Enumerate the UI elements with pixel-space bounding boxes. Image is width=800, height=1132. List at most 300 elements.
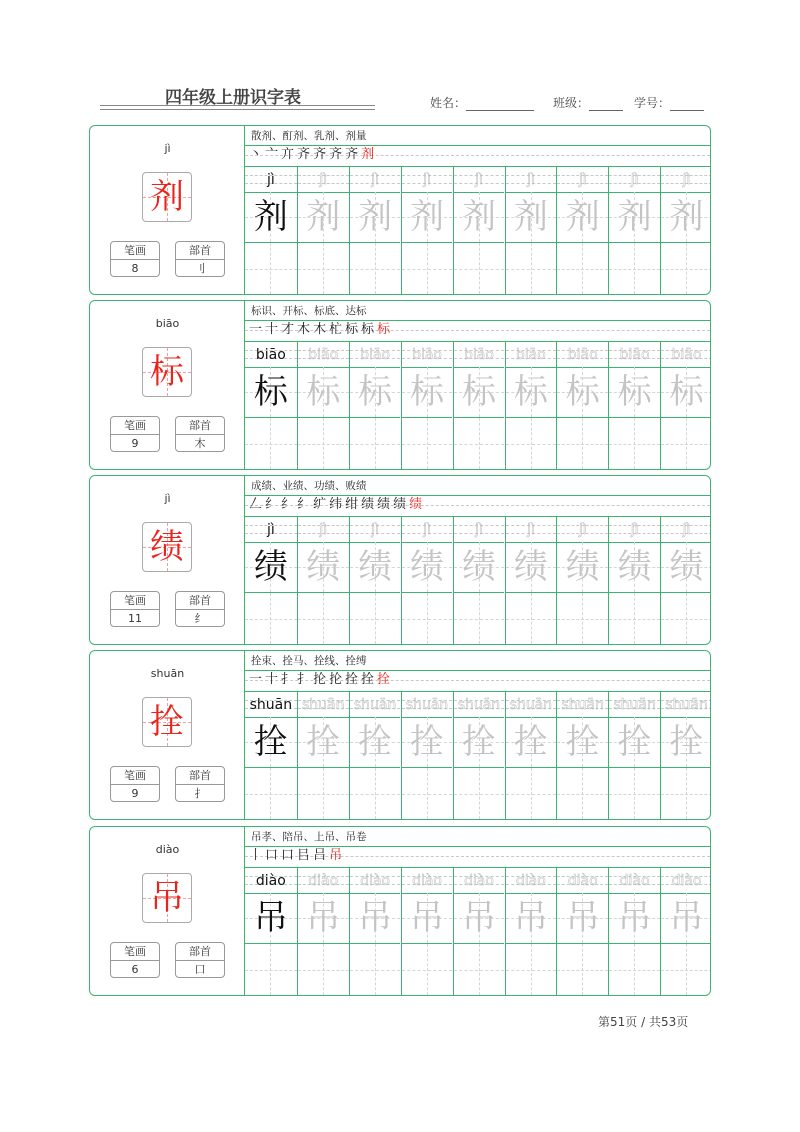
- practice-column: [401, 868, 453, 995]
- example-words: 拴束、拴马、拴线、拴缚: [251, 655, 367, 667]
- pinyin-cell: [350, 517, 401, 543]
- practice-column: [660, 692, 711, 819]
- pinyin-trace: jì: [526, 522, 535, 538]
- character-trace: 剂: [513, 197, 548, 237]
- blank-writing-cell[interactable]: [609, 768, 660, 819]
- blank-writing-cell[interactable]: [245, 768, 297, 819]
- character-cell: [506, 542, 557, 593]
- blank-writing-cell[interactable]: [298, 593, 349, 644]
- blank-writing-cell[interactable]: [350, 418, 401, 469]
- pinyin-cell: [661, 692, 711, 718]
- character-trace: 标: [513, 372, 548, 412]
- pinyin-trace: shuān: [665, 697, 708, 713]
- pinyin-trace: biāo: [308, 347, 339, 363]
- radical-box: [175, 591, 225, 627]
- character-glyph: 拴: [150, 702, 184, 742]
- stroke-count-label: 笔画: [111, 242, 159, 260]
- character-info-panel: [90, 651, 245, 819]
- stroke-step: 绩: [409, 497, 423, 512]
- pinyin-trace: biāo: [463, 347, 494, 363]
- pinyin-cell: [609, 167, 660, 193]
- stroke-step: 𠃋: [249, 497, 263, 512]
- character-box: [142, 172, 192, 222]
- stroke-order-row: [245, 670, 710, 690]
- blank-writing-cell[interactable]: [350, 944, 401, 995]
- radical-box: [175, 766, 225, 802]
- stroke-order-row: [245, 145, 710, 165]
- pinyin-model: diào: [255, 873, 286, 889]
- blank-writing-cell[interactable]: [661, 243, 711, 294]
- character-cell: [298, 192, 349, 243]
- pinyin-trace: jì: [319, 172, 328, 188]
- pinyin-cell: [557, 692, 608, 718]
- character-trace: 绩: [410, 547, 445, 587]
- pinyin-cell: [402, 517, 453, 543]
- blank-writing-cell[interactable]: [350, 768, 401, 819]
- character-trace: 剂: [306, 197, 341, 237]
- character-trace: 吊: [461, 898, 496, 938]
- character-trace: 拴: [669, 722, 704, 762]
- blank-writing-cell[interactable]: [402, 768, 453, 819]
- blank-writing-cell[interactable]: [609, 944, 660, 995]
- character-trace: 标: [617, 372, 652, 412]
- character-cell: [661, 542, 711, 593]
- pinyin-trace: biāo: [360, 347, 391, 363]
- pinyin-cell: [454, 868, 505, 894]
- blank-writing-cell[interactable]: [661, 418, 711, 469]
- stroke-step: 扌: [281, 672, 295, 687]
- practice-column: [297, 868, 349, 995]
- pinyin-cell: [454, 167, 505, 193]
- character-cell: [298, 717, 349, 768]
- character-cell: [557, 367, 608, 418]
- pinyin-cell: [557, 342, 608, 368]
- example-words: 标识、开标、标底、达标: [251, 305, 367, 317]
- radical-value: 纟: [194, 612, 206, 625]
- class-field[interactable]: [553, 94, 623, 111]
- radical-value: 口: [194, 963, 206, 976]
- character-card: [89, 650, 711, 820]
- practice-column: [349, 868, 401, 995]
- pinyin-cell: [661, 517, 711, 543]
- stroke-step: 一: [249, 322, 263, 337]
- blank-writing-cell[interactable]: [557, 768, 608, 819]
- practice-column: [660, 342, 711, 469]
- pinyin-trace: jì: [682, 172, 691, 188]
- pinyin-cell: [609, 517, 660, 543]
- practice-column: [660, 167, 711, 294]
- title-underline: [100, 105, 375, 110]
- stroke-count-box: [110, 416, 160, 452]
- practice-column: [608, 517, 660, 644]
- character-info-panel: [90, 476, 245, 644]
- character-glyph: 吊: [150, 878, 184, 918]
- radical-box: [175, 416, 225, 452]
- stroke-count-value: 9: [131, 437, 139, 450]
- practice-column: [401, 167, 453, 294]
- blank-writing-cell[interactable]: [245, 944, 297, 995]
- stroke-order: [249, 496, 425, 514]
- blank-writing-cell[interactable]: [245, 593, 297, 644]
- stroke-step: 纟: [281, 497, 295, 512]
- blank-writing-cell[interactable]: [609, 243, 660, 294]
- character-trace: 拴: [617, 722, 652, 762]
- character-trace: 拴: [306, 722, 341, 762]
- pinyin-trace: diào: [360, 873, 391, 889]
- pinyin-trace: shuān: [301, 697, 345, 713]
- pinyin-trace: jì: [319, 522, 328, 538]
- pinyin-cell: [506, 692, 557, 718]
- practice-column: [453, 517, 505, 644]
- character-trace: 吊: [669, 898, 704, 938]
- character-trace: 吊: [358, 898, 393, 938]
- character-cell: [298, 542, 349, 593]
- stroke-order: [249, 847, 345, 865]
- pinyin-cell: [506, 517, 557, 543]
- character-cell: [245, 717, 297, 768]
- stroke-step: 十: [265, 672, 279, 687]
- character-card: [89, 475, 711, 645]
- practice-column: [349, 517, 401, 644]
- character-cell: [245, 893, 297, 944]
- character-cell: [454, 893, 505, 944]
- stroke-step: 才: [281, 322, 295, 337]
- stroke-step: 口: [281, 848, 295, 863]
- practice-column: [505, 868, 557, 995]
- blank-writing-cell[interactable]: [506, 243, 557, 294]
- character-cell: [557, 893, 608, 944]
- pinyin-trace: diào: [567, 873, 598, 889]
- character-cell: [402, 893, 453, 944]
- character-info-panel: [90, 301, 245, 469]
- class-label: 班级：: [553, 96, 590, 110]
- pinyin-cell: [661, 868, 711, 894]
- practice-column: [608, 868, 660, 995]
- stroke-order-row: [245, 846, 710, 866]
- practice-area: [245, 301, 710, 469]
- blank-writing-cell[interactable]: [350, 243, 401, 294]
- stroke-step: 吊: [329, 848, 343, 863]
- pinyin-trace: shuān: [353, 697, 397, 713]
- practice-column: [608, 692, 660, 819]
- practice-column: [245, 342, 297, 469]
- pinyin-trace: diào: [671, 873, 702, 889]
- blank-writing-cell[interactable]: [506, 944, 557, 995]
- radical-label: 部首: [176, 417, 224, 435]
- pinyin-cell: [298, 868, 349, 894]
- character-pinyin: shuān: [150, 667, 185, 680]
- stroke-step: 扌: [297, 672, 311, 687]
- blank-writing-cell[interactable]: [609, 593, 660, 644]
- pinyin-cell: [245, 167, 297, 193]
- blank-writing-cell[interactable]: [609, 418, 660, 469]
- pinyin-trace: biāo: [567, 347, 598, 363]
- radical-value: 刂: [194, 262, 206, 275]
- blank-writing-cell[interactable]: [298, 944, 349, 995]
- blank-writing-cell[interactable]: [402, 944, 453, 995]
- blank-writing-cell[interactable]: [557, 418, 608, 469]
- example-words: 吊孝、陪吊、上吊、吊卷: [251, 831, 367, 843]
- blank-writing-cell[interactable]: [454, 944, 505, 995]
- character-trace: 剂: [410, 197, 445, 237]
- pinyin-cell: [609, 342, 660, 368]
- practice-area: [245, 126, 710, 294]
- character-box: [142, 522, 192, 572]
- character-cell: [454, 367, 505, 418]
- pinyin-cell: [402, 167, 453, 193]
- character-trace: 标: [410, 372, 445, 412]
- character-cell: [506, 717, 557, 768]
- character-cell: [661, 717, 711, 768]
- character-cell: [454, 542, 505, 593]
- character-cell: [350, 893, 401, 944]
- blank-writing-cell[interactable]: [454, 418, 505, 469]
- stroke-count-label: 笔画: [111, 417, 159, 435]
- pinyin-cell: [557, 868, 608, 894]
- blank-writing-cell[interactable]: [661, 768, 711, 819]
- pinyin-model: jì: [266, 172, 275, 188]
- stroke-step: 吕: [313, 848, 327, 863]
- class-blank[interactable]: [589, 98, 623, 111]
- practice-column: [556, 692, 608, 819]
- practice-column: [245, 868, 297, 995]
- practice-column: [453, 342, 505, 469]
- character-cell: [245, 192, 297, 243]
- practice-column: [349, 692, 401, 819]
- stroke-step: 一: [249, 672, 263, 687]
- pinyin-cell: [350, 868, 401, 894]
- pinyin-cell: [454, 692, 505, 718]
- character-trace: 绩: [565, 547, 600, 587]
- blank-writing-cell[interactable]: [454, 593, 505, 644]
- pinyin-cell: [245, 342, 297, 368]
- pinyin-model: shuān: [249, 697, 293, 713]
- pinyin-cell: [506, 868, 557, 894]
- character-cell: [609, 542, 660, 593]
- pinyin-cell: [298, 692, 349, 718]
- practice-column: [453, 167, 505, 294]
- character-trace: 绩: [306, 547, 341, 587]
- radical-label: 部首: [176, 943, 224, 961]
- character-trace: 拴: [565, 722, 600, 762]
- character-glyph: 绩: [150, 527, 184, 567]
- blank-writing-cell[interactable]: [506, 768, 557, 819]
- stroke-step: 纬: [329, 497, 343, 512]
- radical-value: 扌: [194, 787, 206, 800]
- stroke-step: 丶: [249, 147, 263, 162]
- example-words: 散剂、酊剂、乳剂、剂量: [251, 130, 367, 142]
- practice-column: [297, 342, 349, 469]
- pinyin-trace: jì: [423, 522, 431, 538]
- blank-writing-cell[interactable]: [454, 768, 505, 819]
- page-title: 四年级上册识字表: [165, 88, 301, 108]
- pinyin-cell: [661, 342, 711, 368]
- stroke-step: 绩: [393, 497, 407, 512]
- blank-writing-cell[interactable]: [245, 243, 297, 294]
- character-trace: 标: [565, 372, 600, 412]
- stroke-step: 标: [377, 322, 391, 337]
- pinyin-cell: [557, 167, 608, 193]
- character-cell: [454, 192, 505, 243]
- character-cell: [402, 367, 453, 418]
- blank-writing-cell[interactable]: [298, 243, 349, 294]
- stroke-step: 木: [297, 322, 311, 337]
- stroke-step: 标: [361, 322, 375, 337]
- character-trace: 标: [306, 372, 341, 412]
- stroke-step: 亠: [265, 147, 279, 162]
- character-trace: 绩: [617, 547, 652, 587]
- stroke-count-label: 笔画: [111, 943, 159, 961]
- practice-column: [453, 692, 505, 819]
- pinyin-cell: [402, 342, 453, 368]
- practice-grid: [245, 166, 710, 294]
- practice-grid: [245, 341, 710, 469]
- character-pinyin: biāo: [155, 317, 180, 330]
- stroke-step: 㠯: [297, 848, 311, 863]
- stroke-step: 丨: [249, 848, 263, 863]
- pinyin-trace: shuān: [561, 697, 604, 713]
- character-cell: [245, 367, 297, 418]
- stroke-step: 抡: [313, 672, 327, 687]
- stroke-step: 绀: [345, 497, 359, 512]
- character-trace: 绩: [461, 547, 496, 587]
- pinyin-trace: diào: [619, 873, 650, 889]
- pinyin-cell: [350, 167, 401, 193]
- blank-writing-cell[interactable]: [661, 593, 711, 644]
- character-cell: [661, 893, 711, 944]
- stroke-count-value: 8: [131, 262, 139, 275]
- blank-writing-cell[interactable]: [402, 418, 453, 469]
- pinyin-trace: jì: [423, 172, 431, 188]
- pinyin-cell: [245, 868, 297, 894]
- stroke-step: 拴: [377, 672, 391, 687]
- stroke-order: [249, 146, 377, 164]
- blank-writing-cell[interactable]: [298, 418, 349, 469]
- practice-column: [556, 517, 608, 644]
- stroke-step: 亣: [281, 147, 295, 162]
- pinyin-trace: jì: [475, 522, 483, 538]
- practice-column: [608, 167, 660, 294]
- character-cell: [402, 717, 453, 768]
- blank-writing-cell[interactable]: [245, 418, 297, 469]
- pinyin-cell: [609, 868, 660, 894]
- number-blank[interactable]: [670, 98, 704, 111]
- blank-writing-cell[interactable]: [557, 593, 608, 644]
- blank-writing-cell[interactable]: [298, 768, 349, 819]
- character-model: 标: [253, 372, 288, 412]
- character-trace: 吊: [565, 898, 600, 938]
- radical-box: [175, 942, 225, 978]
- character-model: 拴: [253, 722, 288, 762]
- stroke-count-value: 6: [131, 963, 139, 976]
- character-trace: 吊: [306, 898, 341, 938]
- character-cell: [609, 192, 660, 243]
- stroke-count-label: 笔画: [111, 767, 159, 785]
- character-info-panel: [90, 126, 245, 294]
- pinyin-trace: diào: [515, 873, 546, 889]
- practice-column: [660, 868, 711, 995]
- pinyin-trace: jì: [371, 172, 380, 188]
- stroke-count-box: [110, 241, 160, 277]
- character-glyph: 剂: [150, 177, 184, 217]
- blank-writing-cell[interactable]: [506, 593, 557, 644]
- character-cell: [454, 717, 505, 768]
- pinyin-cell: [609, 692, 660, 718]
- blank-writing-cell[interactable]: [557, 944, 608, 995]
- character-model: 绩: [253, 547, 288, 587]
- stroke-count-box: [110, 591, 160, 627]
- pinyin-trace: shuān: [613, 697, 656, 713]
- name-field[interactable]: [430, 94, 534, 111]
- pinyin-trace: jì: [578, 522, 587, 538]
- practice-column: [349, 342, 401, 469]
- stroke-step: 纩: [313, 497, 327, 512]
- character-trace: 剂: [617, 197, 652, 237]
- stroke-count-box: [110, 942, 160, 978]
- blank-writing-cell[interactable]: [402, 243, 453, 294]
- number-field[interactable]: [634, 94, 704, 111]
- pinyin-trace: biāo: [412, 347, 442, 363]
- pinyin-trace: shuān: [405, 697, 449, 713]
- blank-writing-cell[interactable]: [506, 418, 557, 469]
- practice-grid: [245, 516, 710, 644]
- stroke-step: 拴: [345, 672, 359, 687]
- practice-column: [505, 517, 557, 644]
- character-trace: 吊: [513, 898, 548, 938]
- blank-writing-cell[interactable]: [557, 243, 608, 294]
- stroke-step: 抡: [329, 672, 343, 687]
- blank-writing-cell[interactable]: [402, 593, 453, 644]
- character-trace: 吊: [617, 898, 652, 938]
- practice-area: [245, 827, 710, 995]
- stroke-order: [249, 671, 393, 689]
- pinyin-cell: [454, 517, 505, 543]
- character-pinyin: jì: [164, 492, 171, 505]
- character-trace: 拴: [513, 722, 548, 762]
- stroke-step: 剂: [361, 147, 375, 162]
- stroke-step: 杧: [329, 322, 343, 337]
- practice-column: [245, 692, 297, 819]
- stroke-step: 标: [345, 322, 359, 337]
- practice-column: [401, 342, 453, 469]
- practice-column: [297, 167, 349, 294]
- practice-area: [245, 651, 710, 819]
- blank-writing-cell[interactable]: [661, 944, 711, 995]
- pinyin-trace: jì: [526, 172, 535, 188]
- blank-writing-cell[interactable]: [454, 243, 505, 294]
- character-pinyin: jì: [164, 142, 171, 155]
- character-cell: [557, 717, 608, 768]
- character-trace: 吊: [410, 898, 445, 938]
- character-trace: 标: [358, 372, 393, 412]
- character-cell: [402, 542, 453, 593]
- radical-label: 部首: [176, 242, 224, 260]
- stroke-count-box: [110, 766, 160, 802]
- blank-writing-cell[interactable]: [350, 593, 401, 644]
- stroke-step: 拴: [361, 672, 375, 687]
- name-blank[interactable]: [466, 98, 534, 111]
- stroke-step: 纟: [297, 497, 311, 512]
- character-cell: [609, 717, 660, 768]
- practice-column: [401, 517, 453, 644]
- character-cell: [557, 192, 608, 243]
- practice-column: [556, 868, 608, 995]
- character-box: [142, 697, 192, 747]
- pinyin-cell: [245, 692, 297, 718]
- character-box: [142, 873, 192, 923]
- stroke-step: 绩: [377, 497, 391, 512]
- stroke-step: 齐: [345, 147, 359, 162]
